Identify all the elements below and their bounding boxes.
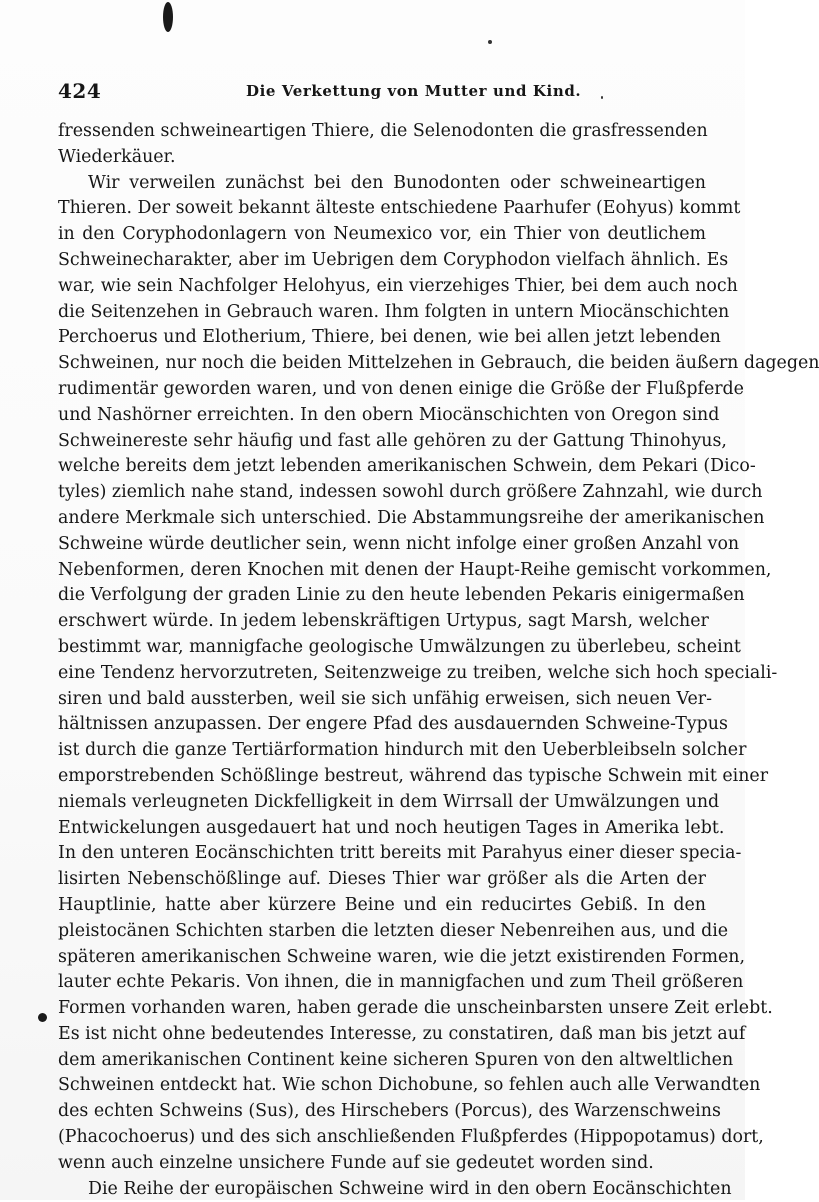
text-line: emporstrebenden Schößlinge bestreut, während das typische Schwein mit einer [58,765,769,786]
text-line: eine Tendenz hervorzutreten, Seitenzweige zu treiben, welche sich hoch speciali- [58,662,778,683]
text-line: Nebenformen, deren Knochen mit denen der Haupt-Reihe gemischt vorkommen, [58,559,772,580]
text-line: hältnissen anzupassen. Der engere Pfad des ausdauernden Schweine-Typus [58,714,728,735]
text-line: siren und bald aussterben, weil sie sich unfähig erweisen, sich neuen Ver- [58,688,712,709]
text-line: Wir verweilen zunächst bei den Bunodonten oder schweineartigen [88,172,706,193]
text-line: Perchoerus und Elotherium, Thiere, bei denen, wie bei allen jetzt lebenden [58,327,721,348]
text-line: erschwert würde. In jedem lebenskräftigen Urtypus, sagt Marsh, welcher [58,611,709,632]
text-line: späteren amerikanischen Schweine waren, wie die jetzt existirenden Formen, [58,946,745,967]
text-line: Schweinen, nur noch die beiden Mittelzehen in Gebrauch, die beiden äußern dagegen [58,353,819,374]
text-line: Schweinen entdeckt hat. Wie schon Dichobune, so fehlen auch alle Verwandten [58,1075,761,1096]
text-line: welche bereits dem jetzt lebenden amerikanischen Schwein, dem Pekari (Dico- [58,456,756,477]
body-text [58,119,819,1202]
running-head: Die Verkettung von Mutter und Kind. [246,82,582,100]
text-line: In den unteren Eocänschichten tritt bereits mit Parahyus einer dieser specia- [58,843,742,864]
text-line: lisirten Nebenschößlinge auf. Dieses Thier war größer als die Arten der [58,869,706,890]
text-line: tyles) ziemlich nahe stand, indessen sowohl durch größere Zahnzahl, wie durch [58,482,763,503]
ink-blot [38,1013,47,1022]
text-line: dem amerikanischen Continent keine sicheren Spuren von den altweltlichen [58,1049,734,1070]
text-line: rudimentär geworden waren, und von denen einige die Größe der Flußpferde [58,378,744,399]
text-line: fressenden schweineartigen Thiere, die Selenodonten die grasfressenden [58,121,708,141]
text-line: andere Merkmale sich unterschied. Die Abstammungsreihe der amerikanischen [58,507,765,528]
text-line: Formen vorhanden waren, haben gerade die unscheinbarsten unsere Zeit erlebt. [58,998,773,1019]
text-line: Schweinecharakter, aber im Uebrigen dem Coryphodon vielfach ähnlich. Es [58,249,729,270]
text-line: in den Coryphodonlagern von Neumexico vor, ein Thier von deutlichem [58,224,706,245]
text-line: Thieren. Der soweit bekannt älteste entschiedene Paarhufer (Eohyus) kommt [58,198,741,219]
text-line: Es ist nicht ohne bedeutendes Interesse, zu constatiren, daß man bis jetzt auf [58,1023,746,1044]
text-line: Die Reihe der europäischen Schweine wird in den obern Eocänschichten [88,1178,732,1199]
text-line: Schweinereste sehr häufig und fast alle gehören zu der Gattung Thinohyus, [58,430,727,451]
text-line: lauter echte Pekaris. Von ihnen, die in mannigfachen und zum Theil größeren [58,972,744,993]
text-line: pleistocänen Schichten starben die letzten dieser Nebenreihen aus, und die [58,920,729,941]
text-line: die Seitenzehen in Gebrauch waren. Ihm folgten in untern Miocänschichten [58,301,730,322]
text-line: die Verfolgung der graden Linie zu den heute lebenden Pekaris einigermaßen [58,585,745,606]
text-line: Hauptlinie, hatte aber kürzere Beine und ein reducirtes Gebiß. In den [58,894,706,915]
text-line: war, wie sein Nachfolger Helohyus, ein vierzehiges Thier, bei dem auch noch [58,275,738,296]
text-line: und Nashörner erreichten. In den obern Miocänschichten von Oregon sind [58,404,720,425]
text-line: niemals verleugneten Dickfelligkeit in dem Wirrsall der Umwälzungen und [58,791,720,812]
text-line: des echten Schweins (Sus), des Hirschebers (Porcus), des Warzenschweins [58,1101,721,1122]
page-header [58,79,706,103]
page-number: 424 [58,79,102,103]
text-line: Schweine würde deutlicher sein, wenn nicht infolge einer großen Anzahl von [58,533,740,554]
text-line: Wiederkäuer. [58,146,176,167]
text-line: wenn auch einzelne unsichere Funde auf sie gedeutet worden sind. [58,1152,654,1173]
text-line: (Phacochoerus) und des sich anschließenden Flußpferdes (Hippopotamus) dort, [58,1127,764,1148]
text-line: bestimmt war, mannigfache geologische Umwälzungen zu überlebeu, scheint [58,636,741,657]
ink-blot [163,2,173,32]
text-line: ist durch die ganze Tertiärformation hindurch mit den Ueberbleibseln solcher [58,740,747,761]
ink-speck [488,40,492,44]
text-line: Entwickelungen ausgedauert hat und noch heutigen Tages in Amerika lebt. [58,817,725,838]
